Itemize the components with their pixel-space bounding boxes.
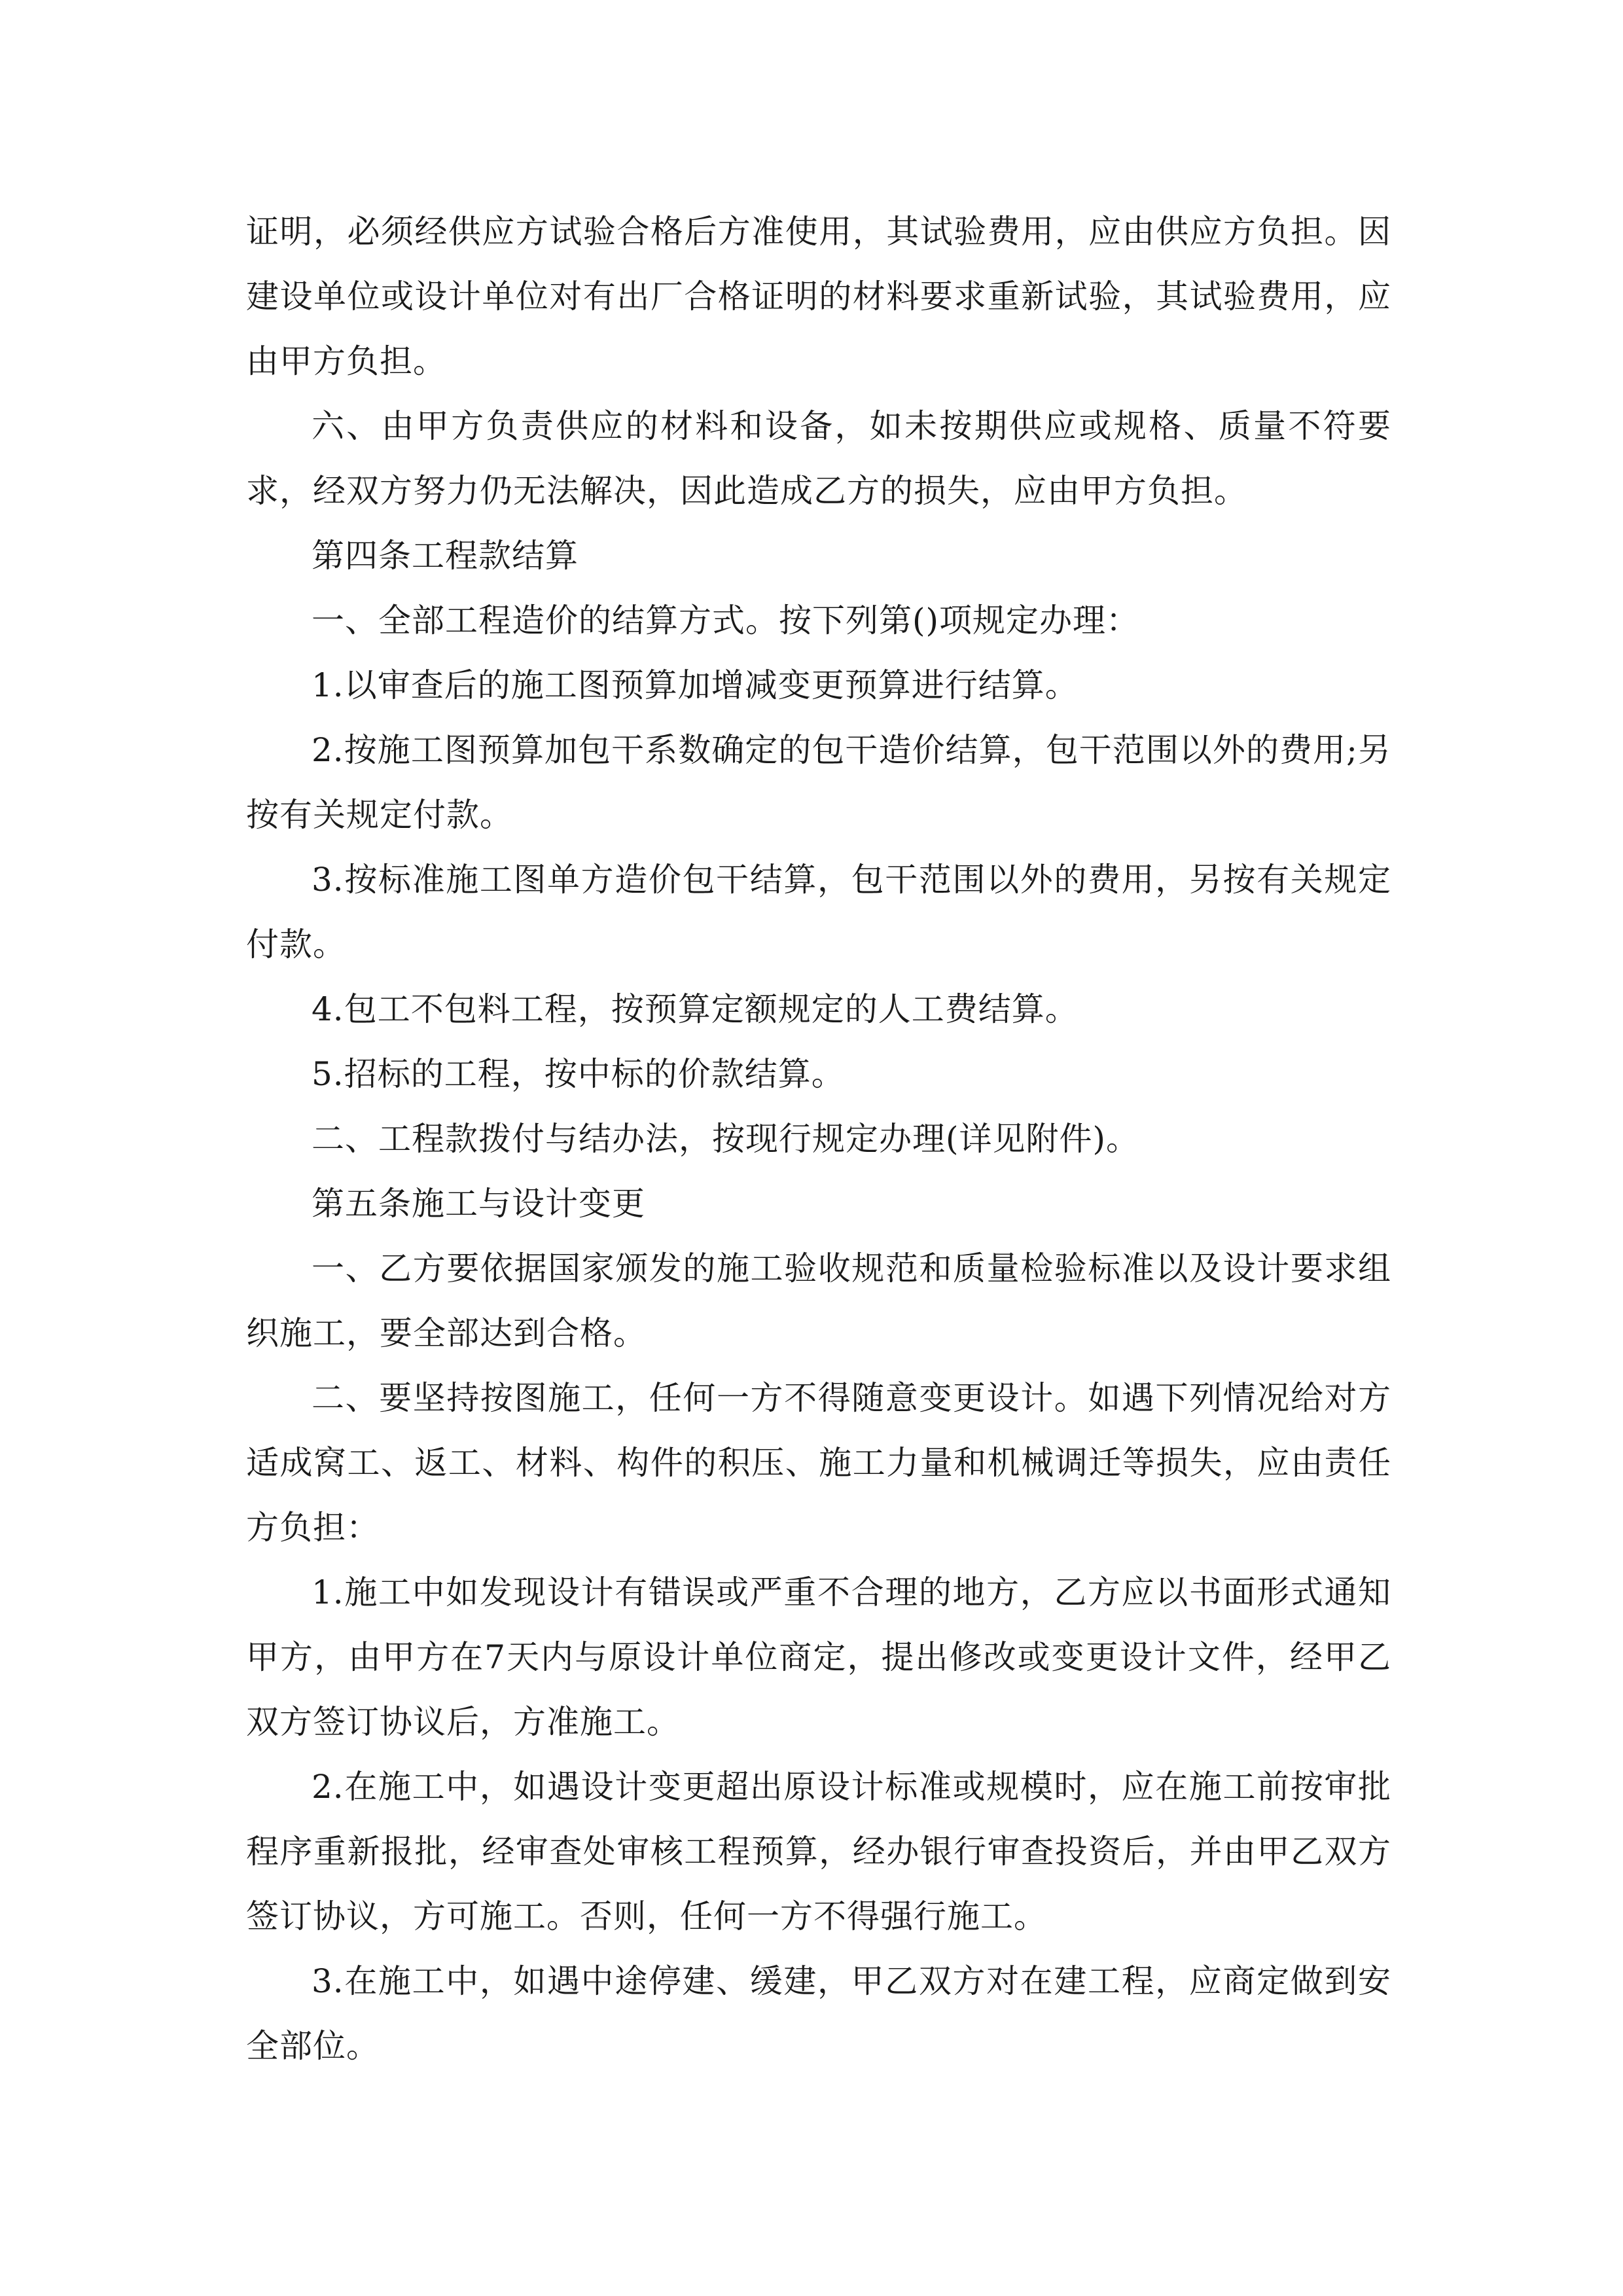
paragraph: 六、由甲方负责供应的材料和设备，如未按期供应或规格、质量不符要求，经双方努力仍无法解决，因此造成乙方的损失，应由甲方负担。: [246, 407, 1391, 510]
list-item: 3.在施工中，如遇中途停建、缓建，甲乙双方对在建工程，应商定做到安全部位。: [246, 1962, 1391, 2065]
paragraph: 证明，必须经供应方试验合格后方准使用，其试验费用，应由供应方负担。因建设单位或设计单位对有出厂合格证明的材料要求重新试验，其试验费用，应由甲方负担。: [246, 213, 1391, 380]
list-item: 1.以审查后的施工图预算加增减变更预算进行结算。: [312, 666, 1079, 704]
list-item: 2.在施工中，如遇设计变更超出原设计标准或规模时，应在施工前按审批程序重新报批，经审查处审核工程预算，经办银行审查投资后，并由甲乙双方签订协议，方可施工。否则，任何一方不得强行施工。: [246, 1768, 1391, 1935]
paragraph: 一、全部工程造价的结算方式。按下列第()项规定办理：: [312, 601, 1140, 639]
paragraph: 二、工程款拨付与结办法，按现行规定办理(详见附件)。: [312, 1120, 1140, 1158]
list-item: 1.施工中如发现设计有错误或严重不合理的地方，乙方应以书面形式通知甲方，由甲方在7天内与原设计单位商定，提出修改或变更设计文件，经甲乙双方签订协议后，方准施工。: [246, 1573, 1391, 1741]
document-body: [246, 200, 1391, 2079]
paragraph: 一、乙方要依据国家颁发的施工验收规范和质量检验标准以及设计要求组织施工，要全部达到合格。: [246, 1249, 1391, 1352]
list-item: 2.按施工图预算加包干系数确定的包干造价结算，包干范围以外的费用;另按有关规定付款。: [246, 731, 1391, 834]
section-heading: 第五条施工与设计变更: [312, 1185, 645, 1223]
section-heading: 第四条工程款结算: [312, 537, 579, 575]
list-item: 4.包工不包料工程，按预算定额规定的人工费结算。: [312, 990, 1079, 1028]
list-item: 5.招标的工程，按中标的价款结算。: [312, 1055, 845, 1093]
list-item: 3.按标准施工图单方造价包干结算，包干范围以外的费用，另按有关规定付款。: [246, 861, 1391, 963]
paragraph: 二、要坚持按图施工，任何一方不得随意变更设计。如遇下列情况给对方适成窝工、返工、材料、构件的积压、施工力量和机械调迁等损失，应由责任方负担：: [246, 1379, 1391, 1547]
